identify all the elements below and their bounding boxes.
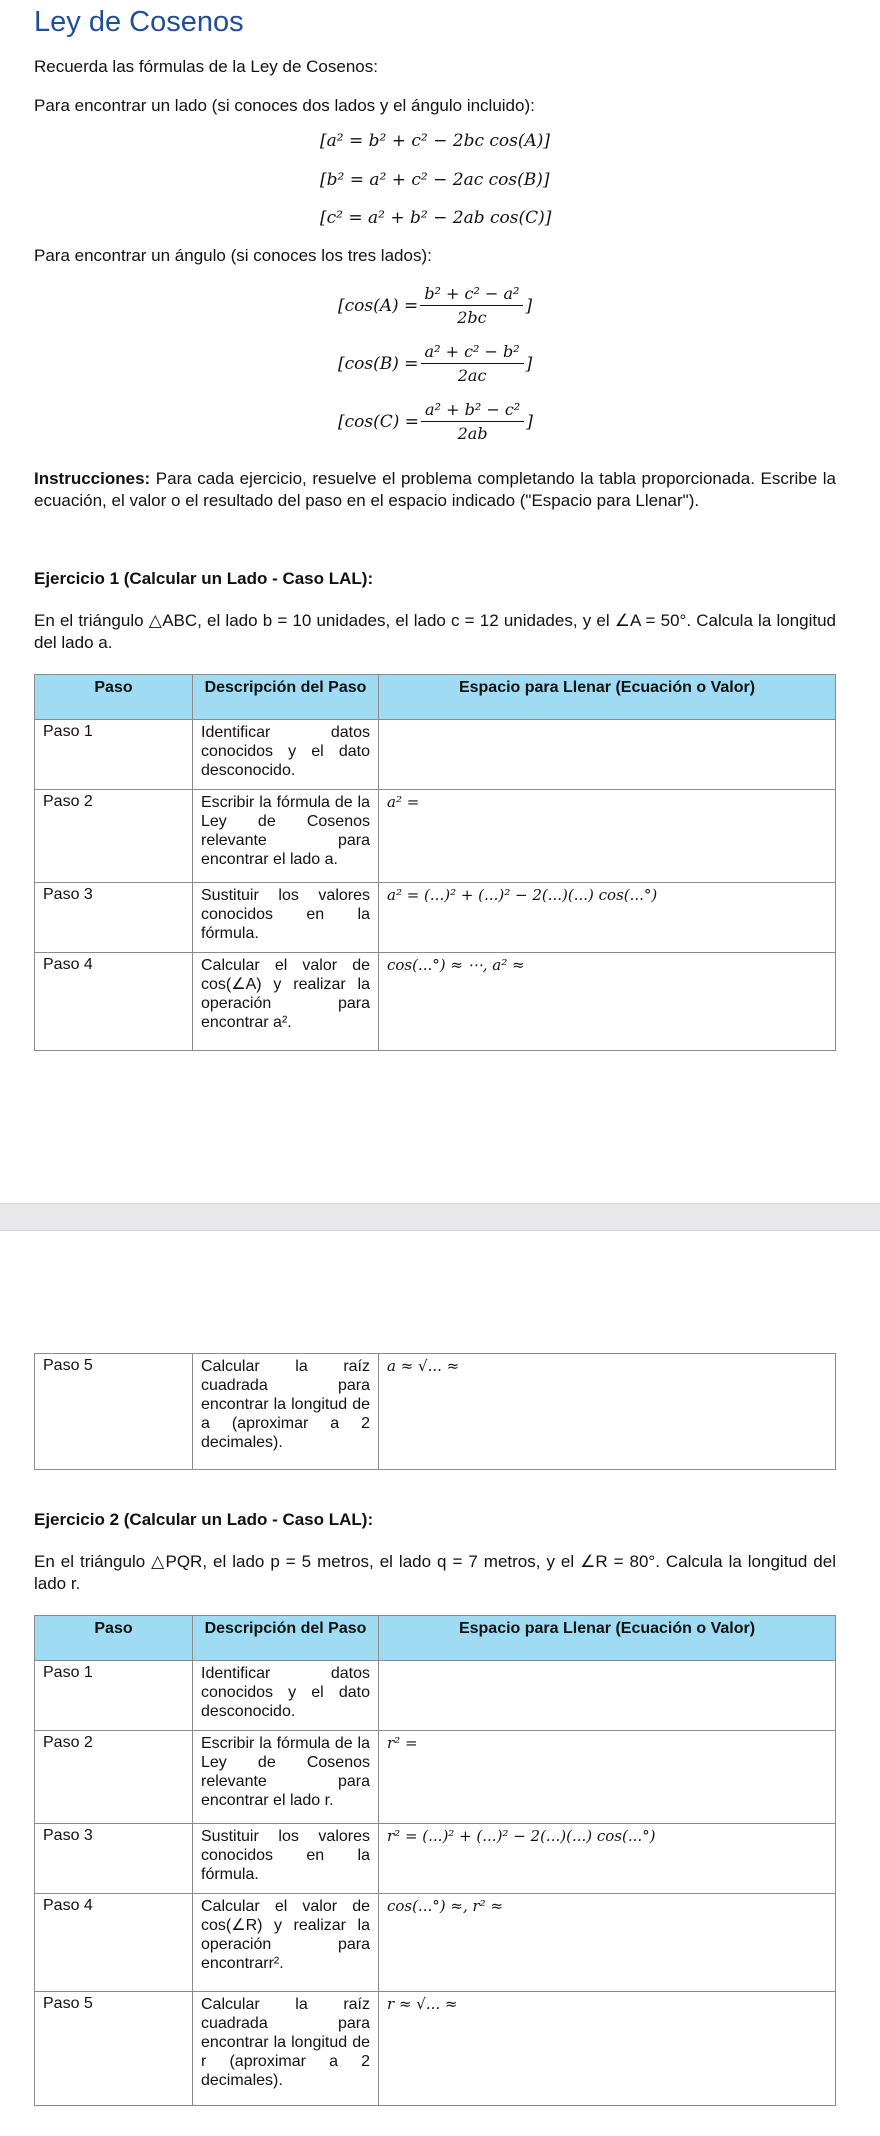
header-fill-space: Espacio para Llenar (Ecuación o Valor) <box>379 1616 836 1661</box>
intro-text: Recuerda las fórmulas de la Ley de Cosenos: <box>34 57 378 76</box>
formula-angle-b <box>338 342 532 385</box>
table-row <box>35 1894 836 1992</box>
table-row <box>35 1661 836 1731</box>
table-row <box>35 720 836 790</box>
step-description: Escribir la fórmula de la Ley de Cosenos relevante para encontrar el lado a. <box>193 790 379 883</box>
step-description: Calcular la raíz cuadrada para encontrar la longitud de r (aproximar a 2 decimales). <box>193 1992 379 2106</box>
table-header-row <box>35 675 836 720</box>
step-label: Paso 1 <box>35 1661 193 1731</box>
table-row <box>35 1354 836 1470</box>
step-label: Paso 5 <box>35 1354 193 1470</box>
step-label: Paso 2 <box>35 790 193 883</box>
step-description: Escribir la fórmula de la Ley de Cosenos relevante para encontrar el lado r. <box>193 1731 379 1824</box>
page-title: Ley de Cosenos <box>34 6 244 38</box>
fill-space[interactable] <box>379 1661 836 1731</box>
table-row <box>35 1731 836 1824</box>
fraction-numerator: a² + b² − c² <box>421 400 524 422</box>
exercise-1-statement: En el triángulo △ABC, el lado b = 10 unidades, el lado c = 12 unidades, y el ∠A = 50°. Calcula la longitud del lado a. <box>34 611 836 652</box>
instructions-label: Instrucciones: <box>34 469 151 488</box>
header-fill-space: Espacio para Llenar (Ecuación o Valor) <box>379 675 836 720</box>
step-label: Paso 1 <box>35 720 193 790</box>
formula-angle-c <box>338 400 533 443</box>
step-label: Paso 3 <box>35 1824 193 1894</box>
step-label: Paso 5 <box>35 1992 193 2106</box>
header-description: Descripción del Paso <box>193 675 379 720</box>
step-description: Identificar datos conocidos y el dato desconocido. <box>193 1661 379 1731</box>
step-description: Sustituir los valores conocidos en la fórmula. <box>193 1824 379 1894</box>
fill-space[interactable]: r ≈ √... ≈ <box>379 1992 836 2106</box>
step-description: Calcular el valor de cos(∠R) y realizar la operación para encontrarr². <box>193 1894 379 1992</box>
table-row <box>35 1824 836 1894</box>
formula-side-c: [c² = a² + b² − 2ab cos(C)] <box>320 208 552 228</box>
exercise-1-heading: Ejercicio 1 (Calcular un Lado - Caso LAL): <box>34 569 374 588</box>
fill-space[interactable]: cos(...°) ≈ ⋯, a² ≈ <box>379 953 836 1051</box>
exercise-1-table <box>34 674 836 1051</box>
header-step: Paso <box>35 1616 193 1661</box>
exercise-2-heading: Ejercicio 2 (Calcular un Lado - Caso LAL): <box>34 1510 374 1529</box>
table-row <box>35 790 836 883</box>
table-header-row <box>35 1616 836 1661</box>
step-label: Paso 2 <box>35 1731 193 1824</box>
formula-rhs: ] <box>525 353 533 374</box>
fraction-numerator: b² + c² − a² <box>420 284 523 306</box>
fill-space[interactable]: r² = <box>379 1731 836 1824</box>
page-break-divider <box>0 1203 880 1231</box>
fill-space[interactable]: r² = (...)² + (...)² − 2(...)(...) cos(...°) <box>379 1824 836 1894</box>
formula-rhs: ] <box>525 295 533 316</box>
formula-lhs: [cos(C) = <box>338 411 420 432</box>
formula-angle-a <box>338 284 532 327</box>
formula-lhs: [cos(A) = <box>338 295 419 316</box>
header-description: Descripción del Paso <box>193 1616 379 1661</box>
step-description: Calcular la raíz cuadrada para encontrar la longitud de a (aproximar a 2 decimales). <box>193 1354 379 1470</box>
step-label: Paso 4 <box>35 953 193 1051</box>
formula-lhs: [cos(B) = <box>338 353 419 374</box>
table-row <box>35 883 836 953</box>
formula-side-b: [b² = a² + c² − 2ac cos(B)] <box>320 170 550 190</box>
side-formulas-label: Para encontrar un lado (si conoces dos lados y el ángulo incluido): <box>34 96 535 115</box>
step-description: Sustituir los valores conocidos en la fórmula. <box>193 883 379 953</box>
table-row <box>35 953 836 1051</box>
fill-space[interactable] <box>379 720 836 790</box>
fill-space[interactable]: cos(...°) ≈, r² ≈ <box>379 1894 836 1992</box>
step-description: Calcular el valor de cos(∠A) y realizar la operación para encontrar a². <box>193 953 379 1051</box>
fraction-denominator: 2bc <box>457 308 487 327</box>
fraction-denominator: 2ab <box>457 424 488 443</box>
fraction-numerator: a² + c² − b² <box>421 342 524 364</box>
exercise-2-table <box>34 1615 836 2106</box>
step-label: Paso 4 <box>35 1894 193 1992</box>
angle-formulas-label: Para encontrar un ángulo (si conoces los tres lados): <box>34 246 432 265</box>
instructions-text: Para cada ejercicio, resuelve el problema completando la tabla proporcionada. Escribe la ecuación, el valor o el resultado del paso en el espacio indicado ("Espacio para Llenar"). <box>34 469 836 510</box>
instructions <box>34 468 836 512</box>
step-label: Paso 3 <box>35 883 193 953</box>
exercise-2-statement: En el triángulo △PQR, el lado p = 5 metros, el lado q = 7 metros, y el ∠R = 80°. Calcula la longitud del lado r. <box>34 1552 836 1593</box>
header-step: Paso <box>35 675 193 720</box>
fill-space[interactable]: a² = (...)² + (...)² − 2(...)(...) cos(...°) <box>379 883 836 953</box>
formula-side-a: [a² = b² + c² − 2bc cos(A)] <box>320 131 551 151</box>
exercise-1-table-continued <box>34 1353 836 1470</box>
fill-space[interactable]: a² = <box>379 790 836 883</box>
fill-space[interactable]: a ≈ √... ≈ <box>379 1354 836 1470</box>
step-description: Identificar datos conocidos y el dato desconocido. <box>193 720 379 790</box>
table-row <box>35 1992 836 2106</box>
formula-rhs: ] <box>526 411 533 432</box>
fraction-denominator: 2ac <box>457 366 487 385</box>
